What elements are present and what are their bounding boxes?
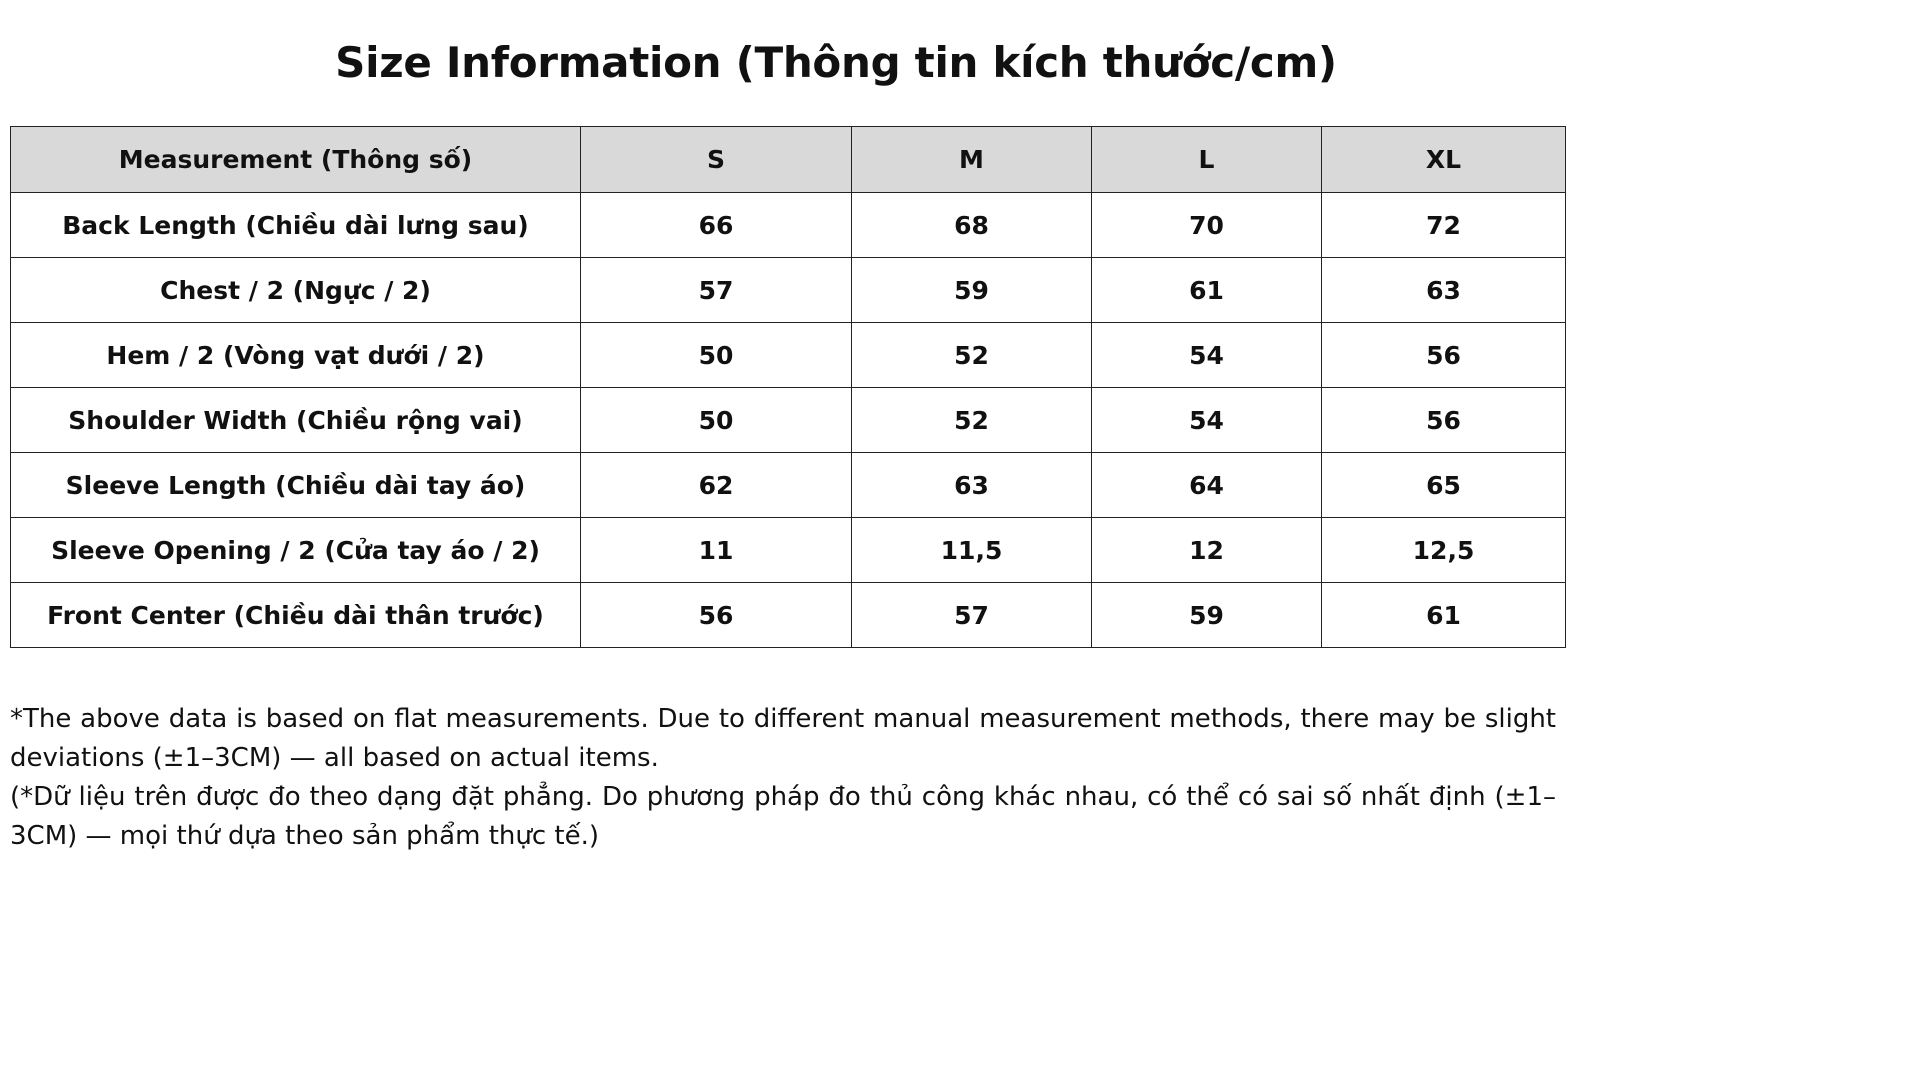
header-size-l: L xyxy=(1092,127,1322,193)
value-cell: 70 xyxy=(1092,193,1322,258)
header-size-m: M xyxy=(852,127,1092,193)
table-row xyxy=(11,453,1566,518)
table-row xyxy=(11,258,1566,323)
value-cell: 56 xyxy=(581,583,852,648)
value-cell: 50 xyxy=(581,323,852,388)
table-row xyxy=(11,388,1566,453)
value-cell: 56 xyxy=(1322,323,1566,388)
table-row xyxy=(11,193,1566,258)
measurement-label: Sleeve Opening / 2 (Cửa tay áo / 2) xyxy=(11,518,581,583)
value-cell: 61 xyxy=(1322,583,1566,648)
value-cell: 65 xyxy=(1322,453,1566,518)
value-cell: 11 xyxy=(581,518,852,583)
value-cell: 12 xyxy=(1092,518,1322,583)
measurement-note xyxy=(10,700,1556,856)
value-cell: 52 xyxy=(852,323,1092,388)
header-measurement: Measurement (Thông số) xyxy=(11,127,581,193)
measurement-label: Front Center (Chiều dài thân trước) xyxy=(11,583,581,648)
table-row xyxy=(11,583,1566,648)
value-cell: 11,5 xyxy=(852,518,1092,583)
value-cell: 63 xyxy=(852,453,1092,518)
value-cell: 59 xyxy=(852,258,1092,323)
value-cell: 59 xyxy=(1092,583,1322,648)
value-cell: 54 xyxy=(1092,323,1322,388)
table-row xyxy=(11,323,1566,388)
measurement-label: Sleeve Length (Chiều dài tay áo) xyxy=(11,453,581,518)
value-cell: 52 xyxy=(852,388,1092,453)
measurement-label: Shoulder Width (Chiều rộng vai) xyxy=(11,388,581,453)
value-cell: 57 xyxy=(852,583,1092,648)
header-size-xl: XL xyxy=(1322,127,1566,193)
value-cell: 66 xyxy=(581,193,852,258)
table-row xyxy=(11,518,1566,583)
measurement-label: Back Length (Chiều dài lưng sau) xyxy=(11,193,581,258)
measurement-label: Chest / 2 (Ngực / 2) xyxy=(11,258,581,323)
page-title: Size Information (Thông tin kích thước/cm) xyxy=(335,38,1337,87)
table-header-row xyxy=(11,127,1566,193)
value-cell: 64 xyxy=(1092,453,1322,518)
value-cell: 62 xyxy=(581,453,852,518)
value-cell: 12,5 xyxy=(1322,518,1566,583)
value-cell: 57 xyxy=(581,258,852,323)
value-cell: 72 xyxy=(1322,193,1566,258)
note-vietnamese: (*Dữ liệu trên được đo theo dạng đặt phẳng. Do phương pháp đo thủ công khác nhau, có thể có sai số nhất định (±1–3CM) — mọi thứ dựa theo sản phẩm thực tế.) xyxy=(10,782,1556,851)
value-cell: 54 xyxy=(1092,388,1322,453)
note-english: *The above data is based on flat measurements. Due to different manual measurement methods, there may be slight deviations (±1–3CM) — all based on actual items. xyxy=(10,704,1556,773)
measurement-label: Hem / 2 (Vòng vạt dưới / 2) xyxy=(11,323,581,388)
header-size-s: S xyxy=(581,127,852,193)
value-cell: 50 xyxy=(581,388,852,453)
value-cell: 63 xyxy=(1322,258,1566,323)
value-cell: 68 xyxy=(852,193,1092,258)
value-cell: 61 xyxy=(1092,258,1322,323)
value-cell: 56 xyxy=(1322,388,1566,453)
size-table xyxy=(10,126,1566,648)
